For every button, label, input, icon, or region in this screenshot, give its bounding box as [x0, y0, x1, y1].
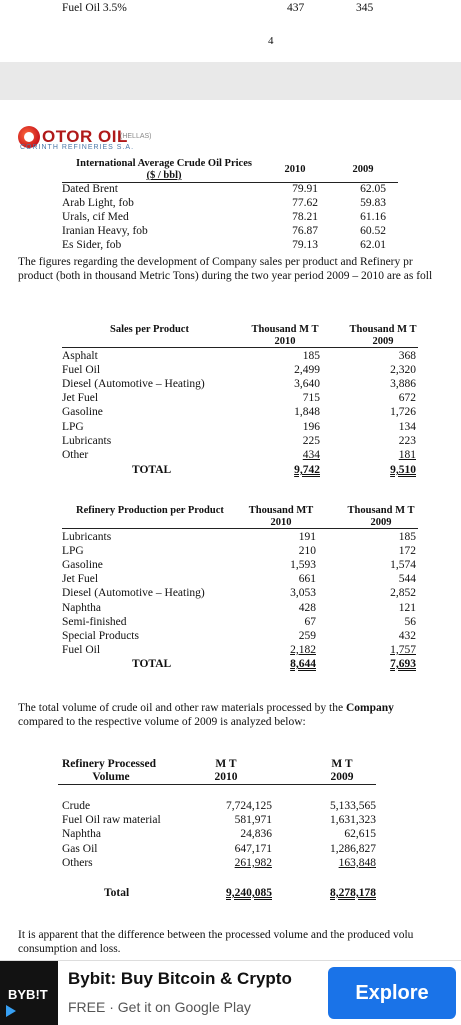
row-value-1: 2,499 — [294, 364, 320, 377]
row-label: Diesel (Automotive – Heating) — [62, 587, 205, 600]
row-label: Asphalt — [62, 350, 98, 362]
row-value-2: 62.05 — [360, 183, 386, 195]
fuel-oil-label: Fuel Oil 3.5% — [62, 2, 127, 14]
row-label: Urals, cif Med — [62, 211, 129, 223]
refinery-header: Refinery Production per Product — [76, 505, 224, 516]
prices-header: International Average Crude Oil Prices — [76, 158, 252, 169]
row-value-1: 1,848 — [294, 406, 320, 419]
row-value-1: 67 — [304, 615, 316, 628]
row-value-2: 121 — [398, 601, 416, 614]
row-value-1: 259 — [298, 629, 316, 642]
row-value-1: 3,640 — [294, 378, 320, 391]
row-value-2: 544 — [398, 573, 416, 586]
explore-button[interactable]: Explore — [328, 967, 456, 1019]
prices-col-2009: 2009 — [352, 164, 374, 175]
row-value-1: 78.21 — [292, 211, 318, 223]
sales-col1a: Thousand M T — [251, 324, 319, 335]
row-label: Fuel Oil raw material — [62, 814, 161, 827]
row-value-2: 1,574 — [390, 559, 416, 572]
row-value-1: 428 — [298, 601, 316, 614]
row-value-2: 223 — [398, 434, 416, 447]
prices-col-2010: 2010 — [284, 164, 306, 175]
row-value-1: 581,971 — [234, 814, 272, 827]
para2-line1-text: The total volume of crude oil and other raw materials processed by the — [18, 702, 346, 714]
row-value-1: 210 — [298, 545, 316, 558]
row-label: Others — [62, 856, 93, 869]
row-value-1: 196 — [302, 420, 320, 433]
row-label: Diesel (Automotive – Heating) — [62, 378, 205, 391]
row-label: Naphtha — [62, 828, 101, 841]
para3-line1: It is apparent that the difference between the processed volume and the produced volu — [18, 929, 414, 941]
row-value-2: 134 — [398, 420, 416, 433]
row-value-2: 5,133,565 — [330, 800, 376, 812]
row-label: Fuel Oil — [62, 643, 101, 656]
page-two — [0, 100, 461, 960]
row-value-1: 79.13 — [292, 239, 318, 251]
row-value-1: 185 — [302, 350, 320, 362]
processed-total-2009: 8,278,178 — [330, 887, 376, 899]
row-label: Jet Fuel — [62, 392, 99, 405]
page-gap — [0, 62, 461, 100]
row-value-2: 61.16 — [360, 211, 386, 223]
row-label: Gasoline — [62, 559, 103, 572]
refinery-total-2010: 8,644 — [290, 658, 316, 670]
row-value-1: 79.91 — [292, 183, 318, 195]
processed-total-label: Total — [104, 887, 130, 899]
ad-title[interactable]: Bybit: Buy Bitcoin & Crypto — [68, 969, 292, 988]
refinery-col2b: 2009 — [370, 517, 392, 528]
row-value-1: 661 — [298, 573, 316, 586]
refinery-rule — [62, 528, 418, 529]
logo-subtitle: CORINTH REFINERIES S.A. — [20, 144, 135, 151]
logo-word: OTOR OIL — [42, 127, 128, 146]
processed-header1: Refinery Processed — [62, 758, 156, 770]
row-value-1: 7,724,125 — [226, 800, 272, 812]
processed-col1b: 2010 — [214, 771, 238, 783]
row-label: LPG — [62, 545, 84, 558]
row-label: Other — [62, 448, 89, 461]
row-value-1: 24,836 — [240, 828, 272, 841]
company-logo — [18, 126, 198, 154]
row-label: LPG — [62, 420, 84, 433]
para1-line2: product (both in thousand Metric Tons) during the two year period 2009 – 2010 are as foll — [18, 270, 433, 282]
row-value-1: 434 — [302, 448, 320, 461]
row-value-2: 2,320 — [390, 364, 416, 377]
row-label: Arab Light, fob — [62, 197, 134, 209]
processed-col2a: M T — [331, 758, 353, 770]
refinery-col1a: Thousand MT — [248, 505, 314, 516]
row-value-1: 715 — [302, 392, 320, 405]
logo-hellas: (HELLAS) — [120, 133, 152, 140]
row-value-2: 672 — [398, 392, 416, 405]
row-label: Es Sider, fob — [62, 239, 122, 251]
fuel-oil-value-1: 437 — [287, 2, 305, 14]
processed-col2b: 2009 — [330, 771, 354, 783]
ad-brand-logo[interactable] — [0, 961, 58, 1025]
row-label: Gas Oil — [62, 842, 98, 855]
row-value-2: 368 — [398, 350, 416, 362]
row-label: Naphtha — [62, 601, 101, 614]
row-value-2: 1,757 — [390, 643, 416, 656]
sales-total-2010: 9,742 — [294, 464, 320, 476]
row-value-1: 3,053 — [290, 587, 316, 600]
row-label: Gasoline — [62, 406, 103, 419]
row-label: Dated Brent — [62, 183, 118, 195]
sales-total-label: TOTAL — [132, 464, 172, 476]
ad-banner[interactable] — [0, 960, 461, 1025]
processed-col1a: M T — [215, 758, 237, 770]
row-value-1: 225 — [302, 434, 320, 447]
ad-brand-text: BYB!T — [8, 987, 48, 1002]
prices-unit: ($ / bbl) — [146, 170, 182, 181]
row-value-2: 3,886 — [390, 378, 416, 391]
row-label: Fuel Oil — [62, 364, 101, 377]
processed-total-2010: 9,240,085 — [226, 887, 272, 899]
row-value-2: 2,852 — [390, 587, 416, 600]
row-value-2: 60.52 — [360, 225, 386, 237]
row-value-2: 181 — [398, 448, 416, 461]
row-value-2: 62,615 — [344, 828, 376, 841]
sales-total-2009: 9,510 — [390, 464, 416, 476]
sales-rule — [62, 347, 418, 348]
row-value-1: 77.62 — [292, 197, 318, 209]
row-value-1: 1,593 — [290, 559, 316, 572]
row-value-2: 56 — [404, 615, 416, 628]
para2-line2: compared to the respective volume of 2009 is analyzed below: — [18, 716, 306, 728]
row-value-2: 1,286,827 — [330, 842, 376, 855]
para2-line1 — [18, 701, 394, 715]
play-icon — [6, 1005, 16, 1017]
page-one-fragment — [0, 0, 461, 62]
row-label: Jet Fuel — [62, 573, 99, 586]
row-value-2: 185 — [398, 531, 416, 543]
row-value-2: 1,726 — [390, 406, 416, 419]
row-value-1: 647,171 — [234, 842, 272, 855]
sales-header: Sales per Product — [110, 324, 189, 335]
page-number: 4 — [268, 35, 274, 47]
processed-rule — [58, 784, 376, 785]
row-value-1: 191 — [298, 531, 316, 543]
ad-subtitle: FREE · Get it on Google Play — [68, 999, 251, 1015]
row-value-2: 59.83 — [360, 197, 386, 209]
row-label: Special Products — [62, 629, 139, 642]
row-label: Crude — [62, 800, 91, 812]
refinery-col2a: Thousand M T — [347, 505, 415, 516]
fuel-oil-value-2: 345 — [356, 2, 374, 14]
row-label: Lubricants — [62, 434, 112, 447]
row-value-2: 62.01 — [360, 239, 386, 251]
refinery-col1b: 2010 — [270, 517, 292, 528]
para2-line1-bold: Company — [345, 702, 394, 714]
row-value-1: 76.87 — [292, 225, 318, 237]
sales-col2a: Thousand M T — [349, 324, 417, 335]
row-value-2: 172 — [398, 545, 416, 558]
processed-header2: Volume — [92, 771, 130, 783]
sales-col2b: 2009 — [372, 336, 394, 347]
row-label: Iranian Heavy, fob — [62, 225, 148, 237]
row-label: Semi-finished — [62, 615, 127, 628]
row-value-2: 432 — [398, 629, 416, 642]
refinery-total-label: TOTAL — [132, 658, 172, 670]
refinery-total-2009: 7,693 — [390, 658, 416, 670]
row-value-2: 163,848 — [338, 856, 376, 869]
row-value-1: 261,982 — [234, 856, 272, 869]
para3-line2: consumption and loss. — [18, 943, 121, 955]
row-value-1: 2,182 — [290, 643, 316, 656]
para1-line1: The figures regarding the development of Company sales per product and Refinery pr — [18, 256, 413, 268]
sales-col1b: 2010 — [274, 336, 296, 347]
row-label: Lubricants — [62, 531, 112, 543]
row-value-2: 1,631,323 — [330, 814, 376, 827]
